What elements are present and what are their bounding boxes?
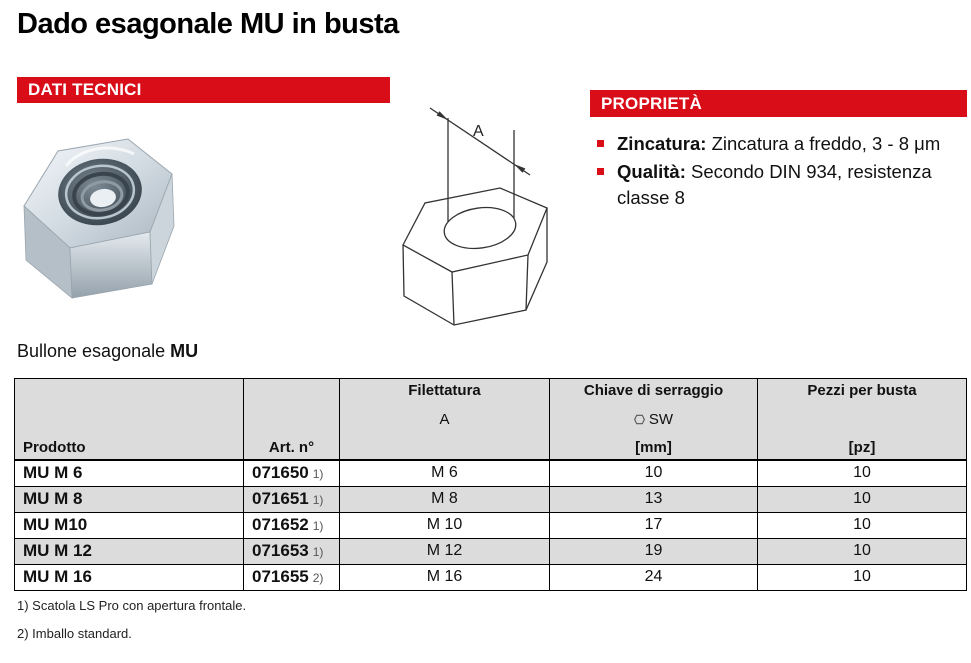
art-number: 071653 (252, 541, 309, 560)
table-row (15, 564, 967, 590)
cell-thread: M 8 (340, 486, 550, 512)
cell-thread: M 10 (340, 512, 550, 538)
section-banner-proprieta (590, 90, 967, 117)
footnote-ref: 1) (312, 545, 324, 559)
cell-product: MU M 16 (15, 564, 244, 590)
column-header-unit: [pz] (848, 439, 876, 456)
footnote-ref: 1) (312, 493, 324, 507)
dimension-label-a: A (473, 123, 484, 140)
cell-pieces: 10 (758, 564, 967, 590)
bullet-square-icon (597, 140, 604, 147)
list-item (590, 131, 970, 157)
section-banner-dati-tecnici (17, 77, 390, 103)
property-label: Qualità: (617, 161, 686, 182)
art-number: 071655 (252, 567, 309, 586)
footnote-ref: 2) (312, 571, 324, 585)
art-number: 071652 (252, 515, 309, 534)
cell-sw: 10 (550, 460, 758, 486)
property-label: Zincatura: (617, 133, 707, 154)
property-text (617, 159, 970, 211)
cell-pieces: 10 (758, 460, 967, 486)
cell-art (244, 564, 340, 590)
property-text (617, 131, 940, 157)
cell-pieces: 10 (758, 486, 967, 512)
cell-art (244, 460, 340, 486)
cell-sw: 13 (550, 486, 758, 512)
product-spec-table (14, 378, 967, 591)
column-header-label: Art. n° (268, 439, 315, 456)
product-photo-hex-nut (14, 126, 182, 318)
bullet-square-icon (597, 168, 604, 175)
table-row (15, 512, 967, 538)
footnote-line: 1) Scatola LS Pro con apertura frontale. (17, 598, 247, 613)
column-header-wrench (550, 379, 758, 461)
column-header-label: Chiave di serraggio (583, 382, 724, 399)
footnote-line: 2) Imballo standard. (17, 626, 132, 641)
cell-art (244, 512, 340, 538)
section-banner-label: DATI TECNICI (28, 80, 142, 99)
table-row (15, 460, 967, 486)
cell-art (244, 538, 340, 564)
cell-thread: M 6 (340, 460, 550, 486)
cell-product: MU M 6 (15, 460, 244, 486)
cell-art (244, 486, 340, 512)
cell-thread: M 16 (340, 564, 550, 590)
property-value: Zincatura a freddo, 3 - 8 μm (706, 133, 941, 154)
cell-product: MU M 12 (15, 538, 244, 564)
table-row (15, 538, 967, 564)
cell-thread: M 12 (340, 538, 550, 564)
cell-pieces: 10 (758, 538, 967, 564)
properties-list (590, 131, 970, 213)
table-caption (17, 341, 198, 362)
footnote-ref: 1) (312, 519, 324, 533)
column-header-sub: A (439, 410, 450, 428)
column-header-label: Pezzi per busta (807, 382, 917, 399)
column-header-label: Prodotto (23, 439, 86, 456)
column-header-unit: [mm] (635, 439, 672, 456)
column-header-pieces (758, 379, 967, 461)
cell-product: MU M10 (15, 512, 244, 538)
footnotes (17, 598, 246, 654)
hexagon-icon (634, 414, 645, 425)
column-header-art (244, 379, 340, 461)
table-header-row (15, 379, 967, 461)
cell-sw: 19 (550, 538, 758, 564)
table-caption-text: Bullone esagonale (17, 341, 171, 361)
footnote-ref: 1) (312, 467, 324, 482)
cell-sw: 17 (550, 512, 758, 538)
technical-drawing-hex-nut (375, 100, 600, 335)
art-number: 071650 (252, 463, 309, 483)
column-header-product (15, 379, 244, 461)
column-header-sub: SW (648, 410, 674, 428)
art-number: 071651 (252, 489, 309, 508)
table-row (15, 486, 967, 512)
page-title: Dado esagonale MU in busta (17, 8, 399, 40)
cell-product: MU M 8 (15, 486, 244, 512)
property-value: Secondo DIN 934, resistenza classe 8 (617, 161, 932, 208)
cell-sw: 24 (550, 564, 758, 590)
section-banner-label: PROPRIETÀ (601, 94, 702, 113)
list-item (590, 159, 970, 211)
column-header-label: Filettatura (408, 382, 481, 399)
table-caption-bold: MU (170, 341, 199, 361)
column-header-thread (340, 379, 550, 461)
cell-pieces: 10 (758, 512, 967, 538)
